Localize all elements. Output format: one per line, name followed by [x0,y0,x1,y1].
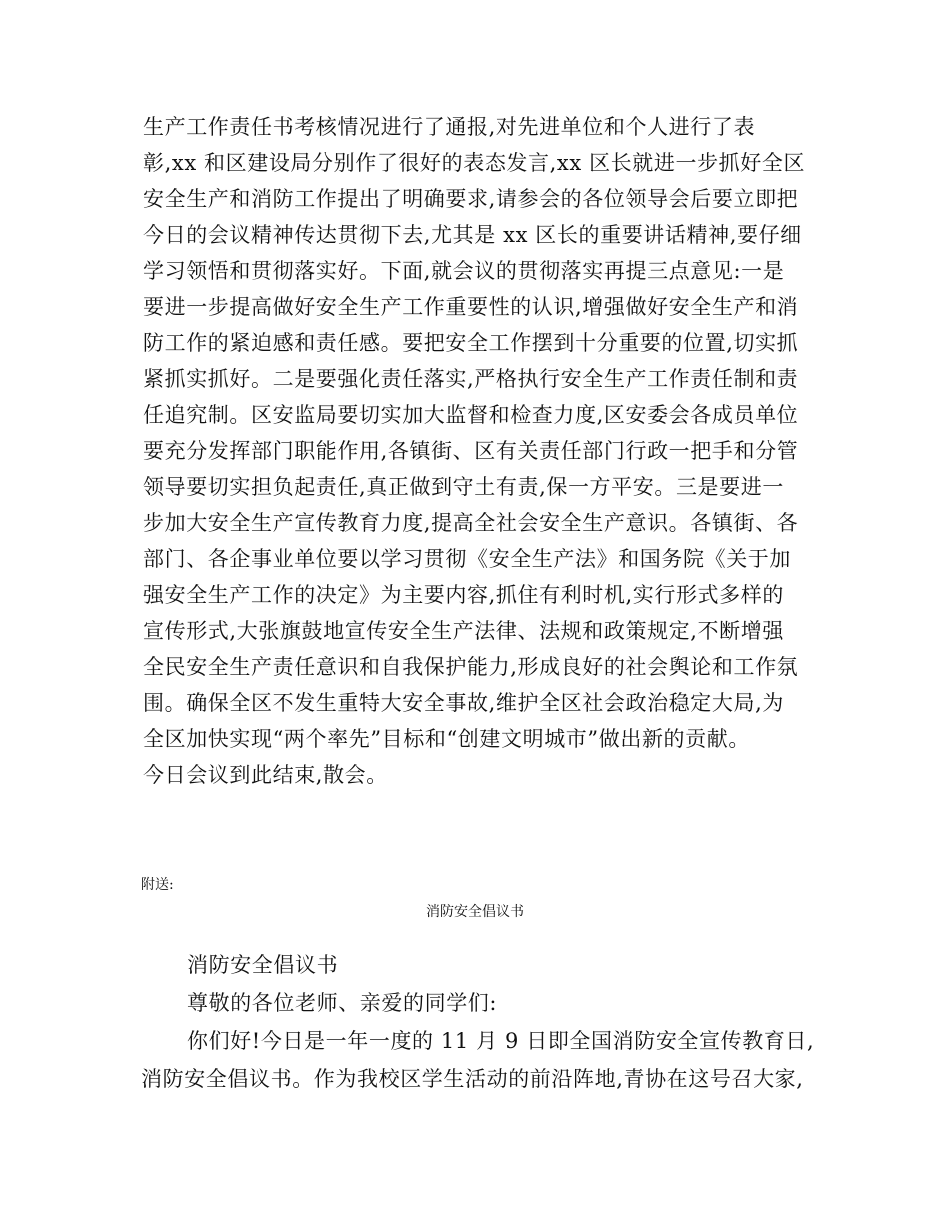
body-line: 防工作的紧迫感和责任感。要把安全工作摆到十分重要的位置,切实抓 [143,331,799,355]
salutation: 尊敬的各位老师、亲爱的同学们: [187,991,498,1015]
attachment-title: 消防安全倡议书 [426,904,524,920]
body-line: 今日的会议精神传达贯彻下去,尤其是 xx 区长的重要讲话精神,要仔细 [143,223,802,247]
body-line: 全区加快实现“两个率先”目标和“创建文明城市”做出新的贡献。 [143,727,750,751]
body-line: 学习领悟和贯彻落实好。下面,就会议的贯彻落实再提三点意见:一是 [143,259,785,283]
body-line: 任追究制。区安监局要切实加大监督和检查力度,区安委会各成员单位 [143,403,799,427]
body-line: 部门、各企事业单位要以学习贯彻《安全生产法》和国务院《关于加 [143,547,791,571]
body-line: 强安全生产工作的决定》为主要内容,抓住有利时机,实行形式多样的 [143,583,784,607]
body-line: 围。确保全区不发生重特大安全事故,维护全区社会政治稳定大局,为 [143,691,784,715]
body-line: 消防安全倡议书。作为我校区学生活动的前沿阵地,青协在这号召大家, [141,1067,804,1091]
body-line: 要进一步提高做好安全生产工作重要性的认识,增强做好安全生产和消 [143,295,799,319]
body-line: 今日会议到此结束,散会。 [143,763,388,787]
section-heading: 消防安全倡议书 [187,953,339,977]
body-line: 领导要切实担负起责任,真正做到守土有责,保一方平安。三是要进一 [143,475,784,499]
body-line: 彰,xx 和区建设局分别作了很好的表态发言,xx 区长就进一步抓好全区 [143,151,806,175]
attachment-label: 附送: [141,877,174,893]
body-line: 步加大安全生产宣传教育力度,提高全社会安全生产意识。各镇街、各 [143,511,799,535]
body-line: 你们好!今日是一年一度的 11 月 9 日即全国消防安全宣传教育日, [187,1029,815,1053]
body-line: 紧抓实抓好。二是要强化责任落实,严格执行安全生产工作责任制和责 [143,367,799,391]
body-line: 宣传形式,大张旗鼓地宣传安全生产法律、法规和政策规定,不断增强 [143,619,784,643]
body-line: 要充分发挥部门职能作用,各镇街、区有关责任部门行政一把手和分管 [143,439,799,463]
body-line: 全民安全生产责任意识和自我保护能力,形成良好的社会舆论和工作氛 [143,655,799,679]
body-line: 生产工作责任书考核情况进行了通报,对先进单位和个人进行了表 [143,115,756,139]
body-line: 安全生产和消防工作提出了明确要求,请参会的各位领导会后要立即把 [143,187,799,211]
